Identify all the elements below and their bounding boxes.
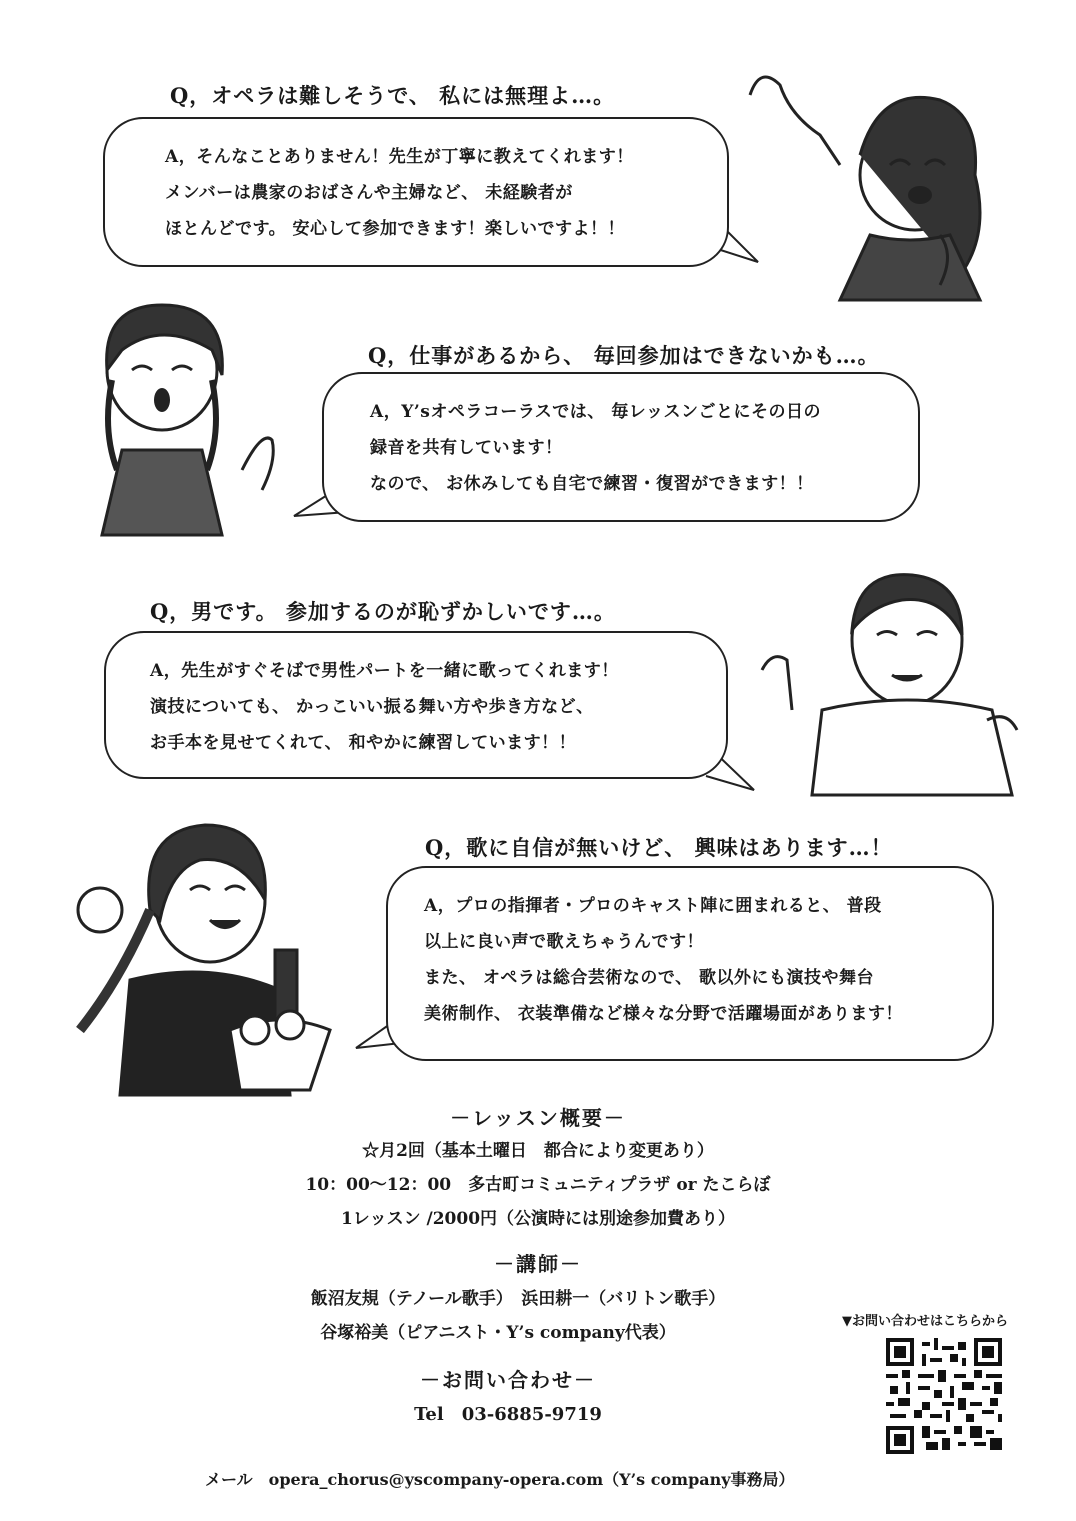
faq-answer-1-line-1: A，そんなことありません！先生が丁寧に教えてくれます！ bbox=[165, 147, 634, 167]
lesson-overview-title: －レッスン概要－ bbox=[450, 1106, 626, 1130]
woman-singing-illustration bbox=[740, 55, 1040, 305]
faq-answer-4-line-2: 以上に良い声で歌えちゃうんです！ bbox=[424, 932, 704, 952]
faq-question-4: Q，歌に自信が無いけど、 興味はあります…！ bbox=[425, 835, 893, 860]
man-smiling-illustration bbox=[752, 560, 1032, 800]
faq-answer-2-line-2: 録音を共有しています！ bbox=[370, 438, 563, 458]
lesson-line-1: ☆月2回（基本土曜日 都合により変更あり） bbox=[362, 1141, 714, 1161]
faq-question-3: Q，男です。 参加するのが恥ずかしいです…。 bbox=[150, 599, 616, 624]
faq-question-2: Q，仕事があるから、 毎回参加はできないかも…。 bbox=[368, 343, 880, 368]
faq-answer-2-line-3: なので、 お休みしても自宅で練習・復習ができます！！ bbox=[370, 474, 814, 494]
faq-answer-1-line-3: ほとんどです。 安心して参加できます！楽しいですよ！！ bbox=[165, 219, 626, 239]
faq-answer-3-line-2: 演技についても、 かっこいい振る舞い方や歩き方など、 bbox=[150, 697, 594, 717]
girl-with-apples-illustration bbox=[40, 800, 340, 1100]
instructors-line-2: 谷塚裕美（ピアニスト・Y’s company代表） bbox=[320, 1323, 676, 1343]
faq-answer-bubble-2 bbox=[322, 372, 920, 522]
contact-tel: Tel 03-6885-9719 bbox=[414, 1404, 602, 1425]
faq-answer-bubble-1 bbox=[103, 117, 729, 267]
faq-answer-4-line-1: A，プロの指揮者・プロのキャスト陣に囲まれると、 普段 bbox=[424, 896, 882, 916]
faq-answer-4-line-3: また、 オペラは総合芸術なので、 歌以外にも演技や舞台 bbox=[424, 968, 874, 988]
qr-code-icon[interactable] bbox=[886, 1338, 1002, 1454]
contact-mail[interactable]: メール opera_chorus@yscompany-opera.com（Y’s company事務局） bbox=[205, 1470, 795, 1489]
lesson-line-3: 1レッスン /2000円（公演時には別途参加費あり） bbox=[340, 1209, 736, 1229]
faq-answer-1-line-2: メンバーは農家のおばさんや主婦など、 未経験者が bbox=[165, 183, 573, 203]
instructors-line-1: 飯沼友規（テノール歌手） 浜田耕一（バリトン歌手） bbox=[310, 1289, 726, 1309]
faq-answer-3-line-1: A，先生がすぐそばで男性パートを一緒に歌ってくれます！ bbox=[150, 661, 619, 681]
faq-answer-4-line-4: 美術制作、 衣装準備など様々な分野で活躍場面があります！ bbox=[424, 1004, 903, 1024]
lesson-line-2: 10：00～12：00 多古町コミュニティプラザ or たこらぼ bbox=[305, 1175, 771, 1195]
qr-label: ▼お問い合わせはこちらから bbox=[842, 1314, 1008, 1329]
faq-answer-bubble-4 bbox=[386, 866, 994, 1061]
faq-question-1: Q，オペラは難しそうで、 私には無理よ…。 bbox=[170, 83, 616, 108]
faq-answer-2-line-1: A，Y’sオペラコーラスでは、 毎レッスンごとにその日の bbox=[370, 402, 822, 422]
faq-answer-bubble-3 bbox=[104, 631, 728, 779]
instructors-title: －講師－ bbox=[494, 1252, 582, 1276]
girl-braids-illustration bbox=[62, 290, 292, 540]
faq-answer-3-line-3: お手本を見せてくれて、 和やかに練習しています！！ bbox=[150, 733, 577, 753]
contact-title: －お問い合わせ－ bbox=[420, 1368, 596, 1392]
